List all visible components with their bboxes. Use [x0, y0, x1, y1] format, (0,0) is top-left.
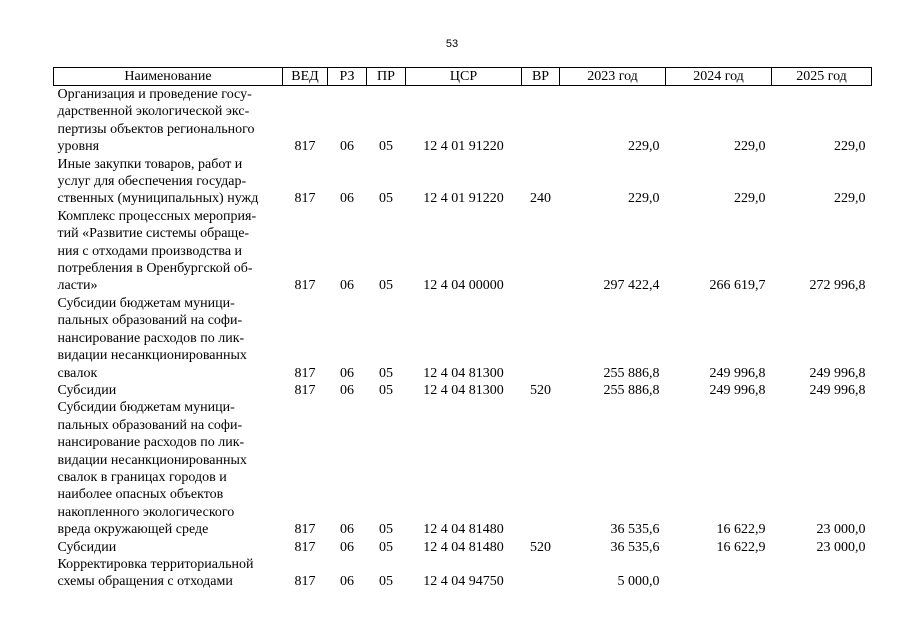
header-ved: ВЕД: [283, 68, 328, 86]
row-name: Субсидии бюджетам муници- пальных образований на софи- нансирование расходов по лик- видации несанкционированных свалок: [57, 295, 247, 381]
header-2023: 2023 год: [560, 68, 666, 86]
budget-table: [53, 67, 872, 591]
row-2024: 229,0: [734, 139, 766, 155]
table-row: [54, 382, 872, 399]
row-vr: 520: [530, 382, 551, 398]
row-vr: [522, 86, 560, 156]
row-2023: 255 886,8: [603, 365, 660, 381]
row-2023: 36 535,6: [610, 522, 660, 538]
table-row: [54, 556, 872, 591]
row-2024: [666, 556, 772, 591]
row-ved: 817: [294, 278, 316, 294]
row-2024: 229,0: [734, 191, 766, 207]
row-name: Субсидии бюджетам муници- пальных образований на софи- нансирование расходов по лик- видации несанкционированных свалок в границах городов и наиболее опасных объектов накопленного экологического вреда окружающей среде: [57, 400, 247, 538]
row-pr: 05: [379, 139, 393, 155]
row-csr: 12 4 04 81480: [423, 539, 504, 555]
row-rz: 06: [340, 522, 354, 538]
row-2025: 249 996,8: [809, 382, 866, 398]
row-rz: 06: [340, 539, 354, 555]
row-vr: [522, 399, 560, 538]
row-2025: 229,0: [834, 191, 866, 207]
header-2024: 2024 год: [666, 68, 772, 86]
row-rz: 06: [340, 278, 354, 294]
row-pr: 05: [379, 522, 393, 538]
table-row: [54, 295, 872, 382]
row-name: Корректировка территориальной схемы обращения с отходами: [57, 556, 254, 590]
row-ved: 817: [294, 191, 316, 207]
row-2023: 229,0: [628, 139, 660, 155]
row-rz: 06: [340, 191, 354, 207]
row-2024: 249 996,8: [709, 365, 766, 381]
table-row: [54, 539, 872, 556]
header-csr: ЦСР: [406, 68, 522, 86]
row-name: Субсидии: [57, 382, 117, 398]
row-vr: 520: [530, 539, 551, 555]
row-2025: 23 000,0: [816, 539, 866, 555]
row-2023: 297 422,4: [603, 278, 660, 294]
row-2023: 229,0: [628, 191, 660, 207]
header-pr: ПР: [367, 68, 406, 86]
table-row: [54, 208, 872, 295]
row-2025: 23 000,0: [816, 522, 866, 538]
header-rz: РЗ: [328, 68, 367, 86]
row-csr: 12 4 04 94750: [423, 574, 504, 590]
row-pr: 05: [379, 191, 393, 207]
row-2024: 16 622,9: [716, 522, 766, 538]
row-2023: 5 000,0: [617, 574, 660, 590]
row-rz: 06: [340, 139, 354, 155]
row-csr: 12 4 04 81300: [423, 365, 504, 381]
row-2025: 272 996,8: [809, 278, 866, 294]
row-rz: 06: [340, 574, 354, 590]
row-ved: 817: [294, 139, 316, 155]
row-ved: 817: [294, 365, 316, 381]
row-2024: 16 622,9: [716, 539, 766, 555]
table-row: [54, 156, 872, 208]
page-number: 53: [445, 38, 459, 50]
table-row: [54, 399, 872, 538]
row-name: Иные закупки товаров, работ и услуг для обеспечения государ- ственных (муниципальных) нужд: [57, 156, 259, 207]
row-ved: 817: [294, 522, 316, 538]
row-vr: [522, 556, 560, 591]
row-2024: 266 619,7: [709, 278, 766, 294]
row-vr: [522, 295, 560, 382]
row-pr: 05: [379, 278, 393, 294]
row-pr: 05: [379, 365, 393, 381]
row-pr: 05: [379, 539, 393, 555]
row-ved: 817: [294, 574, 316, 590]
row-csr: 12 4 04 00000: [423, 278, 504, 294]
row-2023: 255 886,8: [603, 382, 660, 398]
row-csr: 12 4 01 91220: [423, 191, 504, 207]
row-2025: 249 996,8: [809, 365, 866, 381]
row-name: Организация и проведение госу- дарственной экологической экс- пертизы объектов регионального уровня: [57, 87, 255, 155]
row-csr: 12 4 04 81300: [423, 382, 504, 398]
row-vr: [522, 208, 560, 295]
row-ved: 817: [294, 539, 316, 555]
header-2025: 2025 год: [772, 68, 872, 86]
row-csr: 12 4 01 91220: [423, 139, 504, 155]
row-2025: [772, 556, 872, 591]
row-2024: 249 996,8: [709, 382, 766, 398]
row-name: Комплекс процессных мероприя- тий «Развитие системы обраще- ния с отходами производства и потребления в Оренбургской об- ласти»: [57, 208, 257, 294]
table-row: [54, 86, 872, 156]
row-ved: 817: [294, 382, 316, 398]
row-rz: 06: [340, 382, 354, 398]
row-csr: 12 4 04 81480: [423, 522, 504, 538]
row-pr: 05: [379, 382, 393, 398]
row-rz: 06: [340, 365, 354, 381]
table-header-row: [54, 68, 872, 86]
row-vr: 240: [530, 191, 551, 207]
header-vr: ВР: [522, 68, 560, 86]
header-name: Наименование: [54, 68, 283, 86]
row-2025: 229,0: [834, 139, 866, 155]
row-pr: 05: [379, 574, 393, 590]
row-2023: 36 535,6: [610, 539, 660, 555]
row-name: Субсидии: [57, 539, 117, 555]
